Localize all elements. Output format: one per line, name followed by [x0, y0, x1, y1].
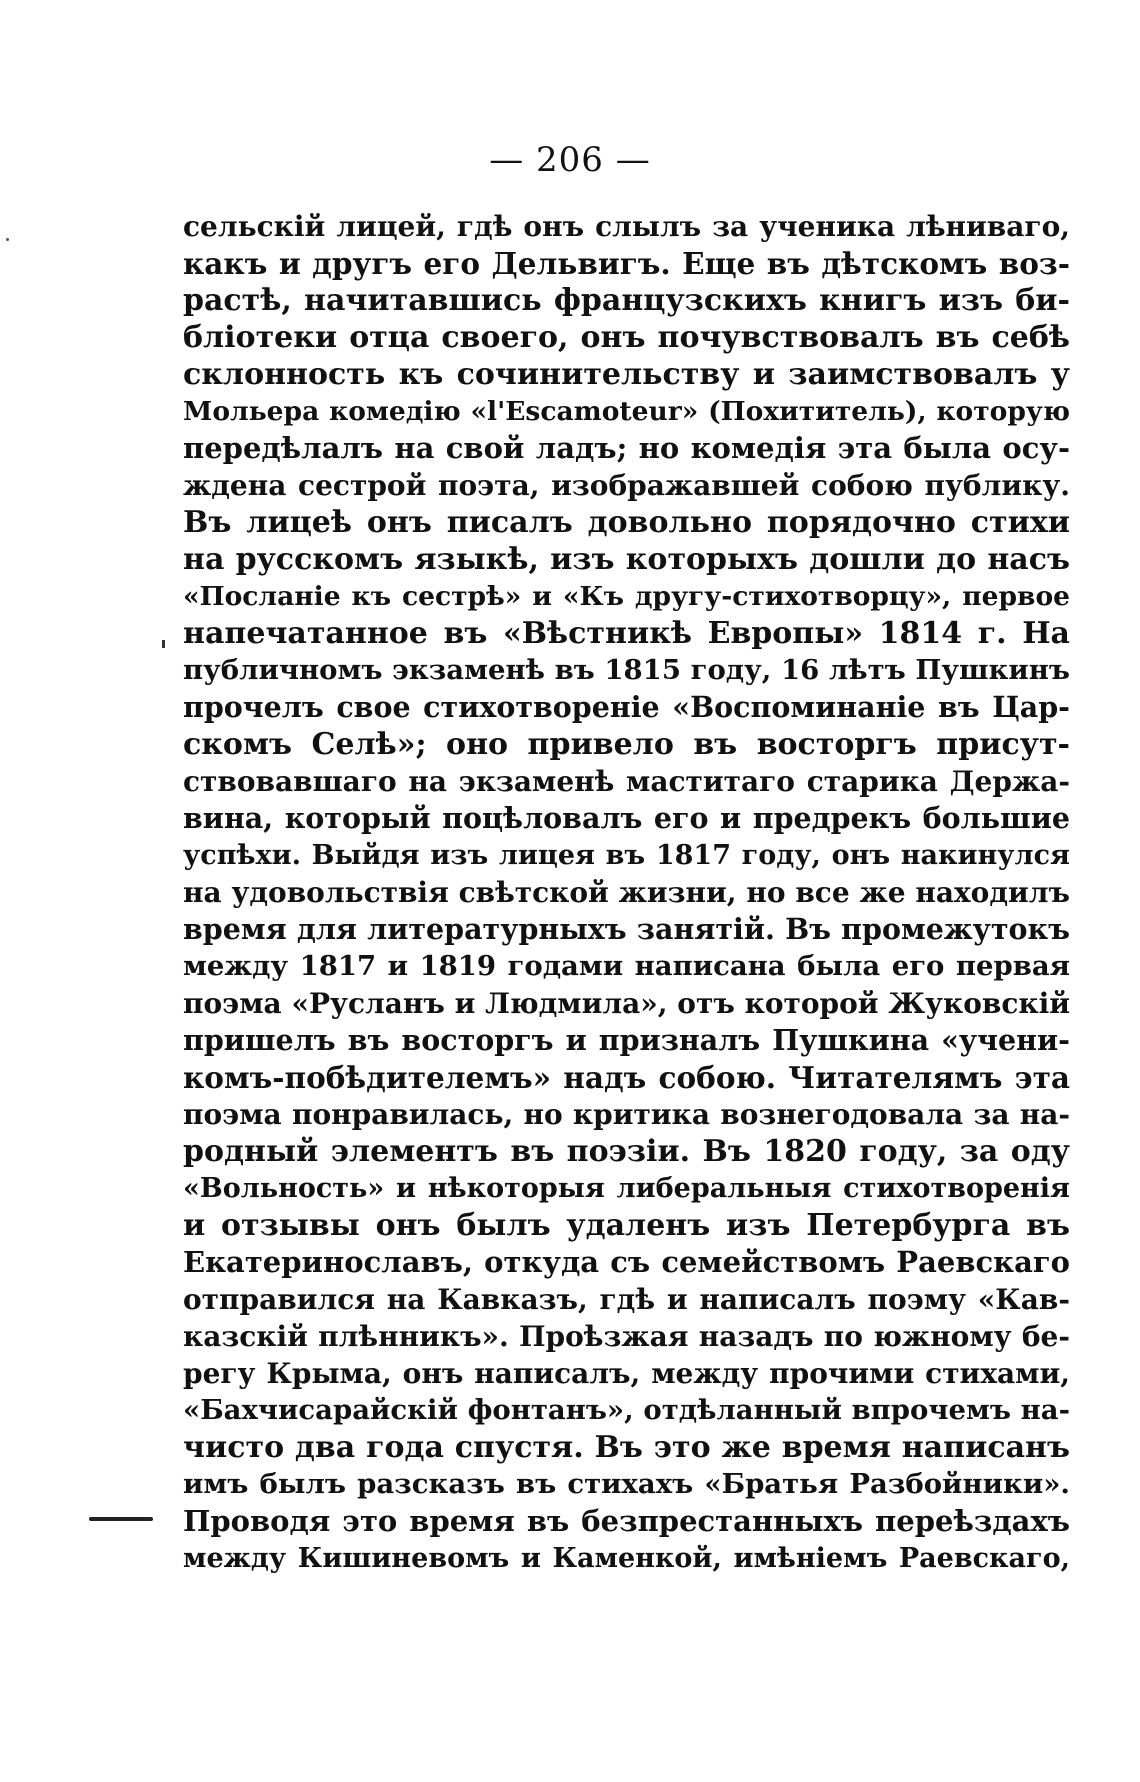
text-line: ствовавшаго на экзаменѣ маститаго старика Держа-: [183, 765, 1070, 798]
text-line: отправился на Кавказъ, гдѣ и написалъ поэму «Кав-: [183, 1283, 1070, 1316]
text-line: родный элементъ въ поэзіи. Въ 1820 году, за оду: [183, 1134, 1070, 1169]
text-line: «Посланіе къ сестрѣ» и «Къ другу-стихотворцу», первое: [183, 581, 1070, 612]
text-line: имъ былъ разсказъ въ стихахъ «Братья Разбойники».: [183, 1468, 1070, 1500]
text-line: регу Крыма, онъ написалъ, между прочими стихами,: [183, 1357, 1070, 1390]
text-line: какъ и другъ его Дельвигъ. Еще въ дѣтскомъ воз-: [183, 246, 1070, 281]
text-line: ждена сестрой поэта, изображавшей собою публику.: [183, 469, 1070, 502]
body-text: [183, 208, 1070, 1577]
text-line: между 1817 и 1819 годами написана была его первая: [183, 950, 1070, 982]
margin-speck: [6, 238, 9, 241]
text-line: на русскомъ языкѣ, изъ которыхъ дошли до насъ: [183, 542, 1070, 577]
text-line: бліотеки отца своего, онъ почувствовалъ въ себѣ: [183, 320, 1070, 355]
text-line: Проводя это время въ безпрестанныхъ переѣздахъ: [183, 1504, 1070, 1538]
text-line: склонность къ сочинительству и заимствовалъ у: [183, 357, 1070, 392]
text-line: передѣлалъ на свой ладъ; но комедія эта была осу-: [183, 431, 1070, 465]
text-line: время для литературныхъ занятій. Въ промежутокъ: [183, 912, 1070, 946]
text-line: Мольера комедію «l'Escamoteur» (Похититель), которую: [183, 396, 1070, 427]
text-line: напечатанное въ «Вѣстникѣ Европы» 1814 г. На: [183, 616, 1070, 651]
text-line: пришелъ въ восторгъ и призналъ Пушкина «учени-: [183, 1023, 1070, 1057]
text-line: скомъ Селѣ»; оно привело въ восторгъ присут-: [183, 727, 1070, 762]
text-line: Въ лицеѣ онъ писалъ довольно порядочно стихи: [183, 505, 1070, 540]
text-line: прочелъ свое стихотвореніе «Воспоминаніе въ Цар-: [183, 690, 1070, 724]
text-line: успѣхи. Выйдя изъ лицея въ 1817 году, онъ накинулся: [183, 840, 1070, 871]
text-line: сельскій лицей, гдѣ онъ слылъ за ученика лѣниваго,: [183, 210, 1070, 243]
text-line: чисто два года спустя. Въ это же время написанъ: [183, 1430, 1070, 1465]
text-line: «Вольность» и нѣкоторыя либеральныя стихотворенія: [183, 1173, 1070, 1204]
text-line: казскій плѣнникъ». Проѣзжая назадъ по южному бе-: [183, 1320, 1070, 1353]
text-line: публичномъ экзаменѣ въ 1815 году, 16 лѣтъ Пушкинъ: [183, 654, 1070, 686]
text-line: между Кишиневомъ и Каменкой, имѣніемъ Раевскаго,: [183, 1543, 1070, 1574]
margin-dash-mark: [89, 1517, 153, 1521]
text-line: поэма «Русланъ и Людмила», отъ которой Жуковскій: [183, 987, 1070, 1020]
page-number: — 206 —: [489, 140, 651, 180]
text-line: вина, который поцѣловалъ его и предрекъ большие: [183, 801, 1070, 835]
text-line: и отзывы онъ былъ удаленъ изъ Петербурга въ: [183, 1208, 1070, 1243]
text-line: растѣ, начитавшись французскихъ книгъ изъ би-: [183, 283, 1070, 318]
text-line: поэма понравилась, но критика вознегодовала за на-: [183, 1098, 1070, 1131]
text-line: «Бахчисарайскій фонтанъ», отдѣланный впрочемъ на-: [183, 1394, 1070, 1426]
text-line: на удовольствія свѣтской жизни, но все же находилъ: [183, 876, 1070, 909]
text-line: комъ-побѣдителемъ» надъ собою. Читателямъ эта: [183, 1060, 1070, 1095]
text-line: Екатеринославъ, откуда съ семействомъ Раевскаго: [183, 1245, 1070, 1279]
margin-mark: [162, 640, 165, 648]
